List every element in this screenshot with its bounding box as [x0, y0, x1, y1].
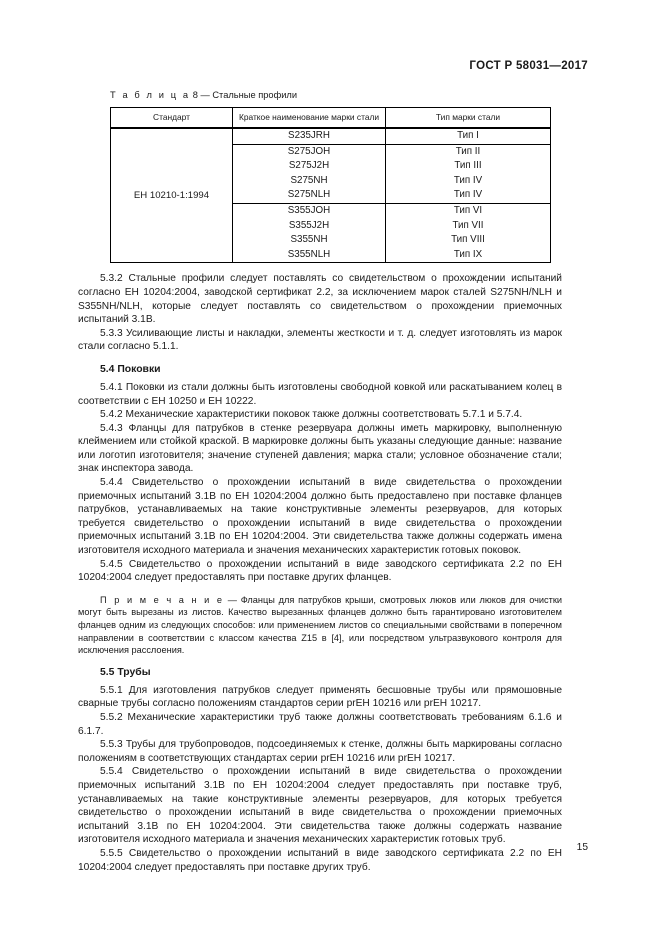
section-heading-5-5: 5.5 Трубы — [100, 666, 151, 678]
table-row — [111, 128, 551, 144]
paragraph-5-3-2: 5.3.2 Стальные профили следует поставлять со свидетельством о прохождении испытаний согласно ЕН 10204:2004, заводской сертификат 2.2, за исключением марок сталей S275NH/NLH и S355NH/NLH, которые следует поставлять со свидетельством о прохождении приемочных испытаний 3.1В. — [78, 273, 562, 326]
spacer — [78, 263, 562, 272]
paragraph-5-5-3: 5.5.3 Трубы для трубопроводов, подсоединяемых к стенке, должны быть маркированы согласно положениям в соответствующих стандартах серии prЕН 10216 или prЕН 10217. — [78, 739, 562, 764]
paragraph-5-4-1: 5.4.1 Поковки из стали должны быть изготовлены свободной ковкой или раскатыванием колец в соответствии с ЕН 10250 и ЕН 10222. — [78, 381, 562, 407]
section-heading-5-4: 5.4 Поковки — [100, 363, 161, 375]
spacer — [78, 354, 562, 363]
grade-value: S275J2H — [288, 160, 330, 172]
paragraph-5-5-5: 5.5.5 Свидетельство о прохождении испытаний в виде заводского сертификата 2.2 по ЕН 10204:2004 следует предоставлять при поставке других труб. — [78, 847, 562, 873]
steel-profiles-table — [110, 107, 551, 263]
paragraph-5-4-5: 5.4.5 Свидетельство о прохождении испытаний в виде заводского сертификата 2.2 по ЕН 10204:2004 следует предоставлять при поставке других фланцев. — [78, 558, 562, 584]
paragraph-5-5-4: 5.5.4 Свидетельство о прохождении испытаний в виде свидетельства о прохождении приемочных испытаний 3.1В по ЕН 10204:2004 следует предоставлять при поставке труб, устанавливаемых на такие конструктивные элементы резервуаров, для которых требуется свидетельство о прохождении испытаний в виде свидетельства о прохождении приемочных испытаний 3.1В по ЕН 10204:2004. Эти свидетельства также должны содержать название изготовителя исходного материала и значения механических характеристик готовых труб. — [78, 766, 562, 846]
paragraph-5-3-3: 5.3.3 Усиливающие листы и накладки, элементы жесткости и т. д. следует изготовлять из марок стали согласно 5.1.1. — [78, 327, 562, 353]
type-value: Тип IV — [453, 174, 483, 186]
cell-types-group-2 — [386, 144, 551, 203]
type-value: Тип IX — [453, 248, 483, 260]
grade-value: S355NH — [290, 234, 328, 246]
type-value: Тип II — [455, 145, 481, 157]
grade-value: S275NH — [290, 174, 328, 186]
paragraph-5-4-2: 5.4.2 Механические характеристики поковок также должны соответствовать 5.7.1 и 5.7.4. — [100, 409, 523, 421]
table-caption-label: Т а б л и ц а — [110, 90, 191, 100]
column-header-standard: Стандарт — [111, 108, 233, 129]
table-caption — [110, 90, 562, 100]
table-header-row — [111, 108, 551, 129]
cell-grades-group-1 — [233, 128, 386, 144]
page-number: 15 — [576, 842, 588, 853]
cell-types-group-3 — [386, 203, 551, 262]
grade-value: S355J2H — [288, 219, 330, 231]
grade-value: S355JOH — [287, 204, 331, 216]
note-text: — Фланцы для патрубков крыши, смотровых люков или люков для очистки могут быть вырезаны из листов. Качество вырезанных фланцев должно быть гарантировано изготовителем фланцев одним из следующих способов: или применением листов со специальными свойствами в поперечном направлении в соответствии с классом качества Z15 в [4], или посредством ультразвукового контроля для исключения расслоения. — [78, 594, 562, 656]
type-value: Тип VII — [452, 219, 484, 231]
paragraph-5-5-2: 5.5.2 Механические характеристики труб также должны соответствовать требованиям 6.1.6 и 6.1.7. — [78, 711, 562, 737]
type-value: Тип I — [457, 130, 479, 141]
cell-grades-group-3 — [233, 203, 386, 262]
paragraph-5-5-1: 5.5.1 Для изготовления патрубков следует применять бесшовные трубы или прямошовные сварные трубы согласно положениям стандартов серии prЕН 10216 или prЕН 10217. — [78, 684, 562, 710]
grade-value: S275JOH — [287, 145, 331, 157]
spacer — [78, 657, 562, 666]
cell-standard: ЕН 10210-1:1994 — [111, 128, 233, 263]
grade-value: S275NLH — [287, 189, 331, 201]
cell-types-group-1 — [386, 128, 551, 144]
note-label: П р и м е ч а н и е — [100, 594, 224, 605]
grade-value: S235JRH — [288, 130, 330, 141]
column-header-grade: Краткое наименование марки стали — [233, 108, 386, 129]
spacer — [78, 585, 562, 594]
table-caption-text: 8 — Стальные профили — [192, 90, 298, 100]
paragraph-5-4-4: 5.4.4 Свидетельство о прохождении испытаний в виде свидетельства о прохождении приемочных испытаний 3.1В по ЕН 10204:2004 должно быть предоставлено при поставке фланцев патрубков, устанавливаемых на такие конструктивные элементы резервуаров, для которых требуется свидетельство о прохождении испытаний в виде свидетельства о прохождении приемочных испытаний 3.1В по ЕН 10204:2004. Эти свидетельства также должны содержать имена изготовителя исходного материала и значения механических характеристик готовых поковок. — [78, 477, 562, 557]
column-header-type: Тип марки стали — [386, 108, 551, 129]
cell-grades-group-2 — [233, 144, 386, 203]
type-value: Тип VI — [453, 204, 483, 216]
note-block — [78, 594, 562, 657]
page-content — [78, 90, 562, 874]
type-value: Тип III — [454, 160, 482, 172]
type-value: Тип IV — [453, 189, 483, 201]
paragraph-5-4-3: 5.4.3 Фланцы для патрубков в стенке резервуара должны иметь маркировку, выполненную клеймением или стойкой краской. В маркировке должны быть указаны следующие данные: название или логотип изготовителя; значение ступеней давления; марка стали; условное обозначение стали; знак инспектора завода. — [78, 422, 562, 475]
grade-value: S355NLH — [287, 248, 331, 260]
document-header: ГОСТ Р 58031—2017 — [469, 60, 588, 72]
type-value: Тип VIII — [451, 234, 485, 246]
